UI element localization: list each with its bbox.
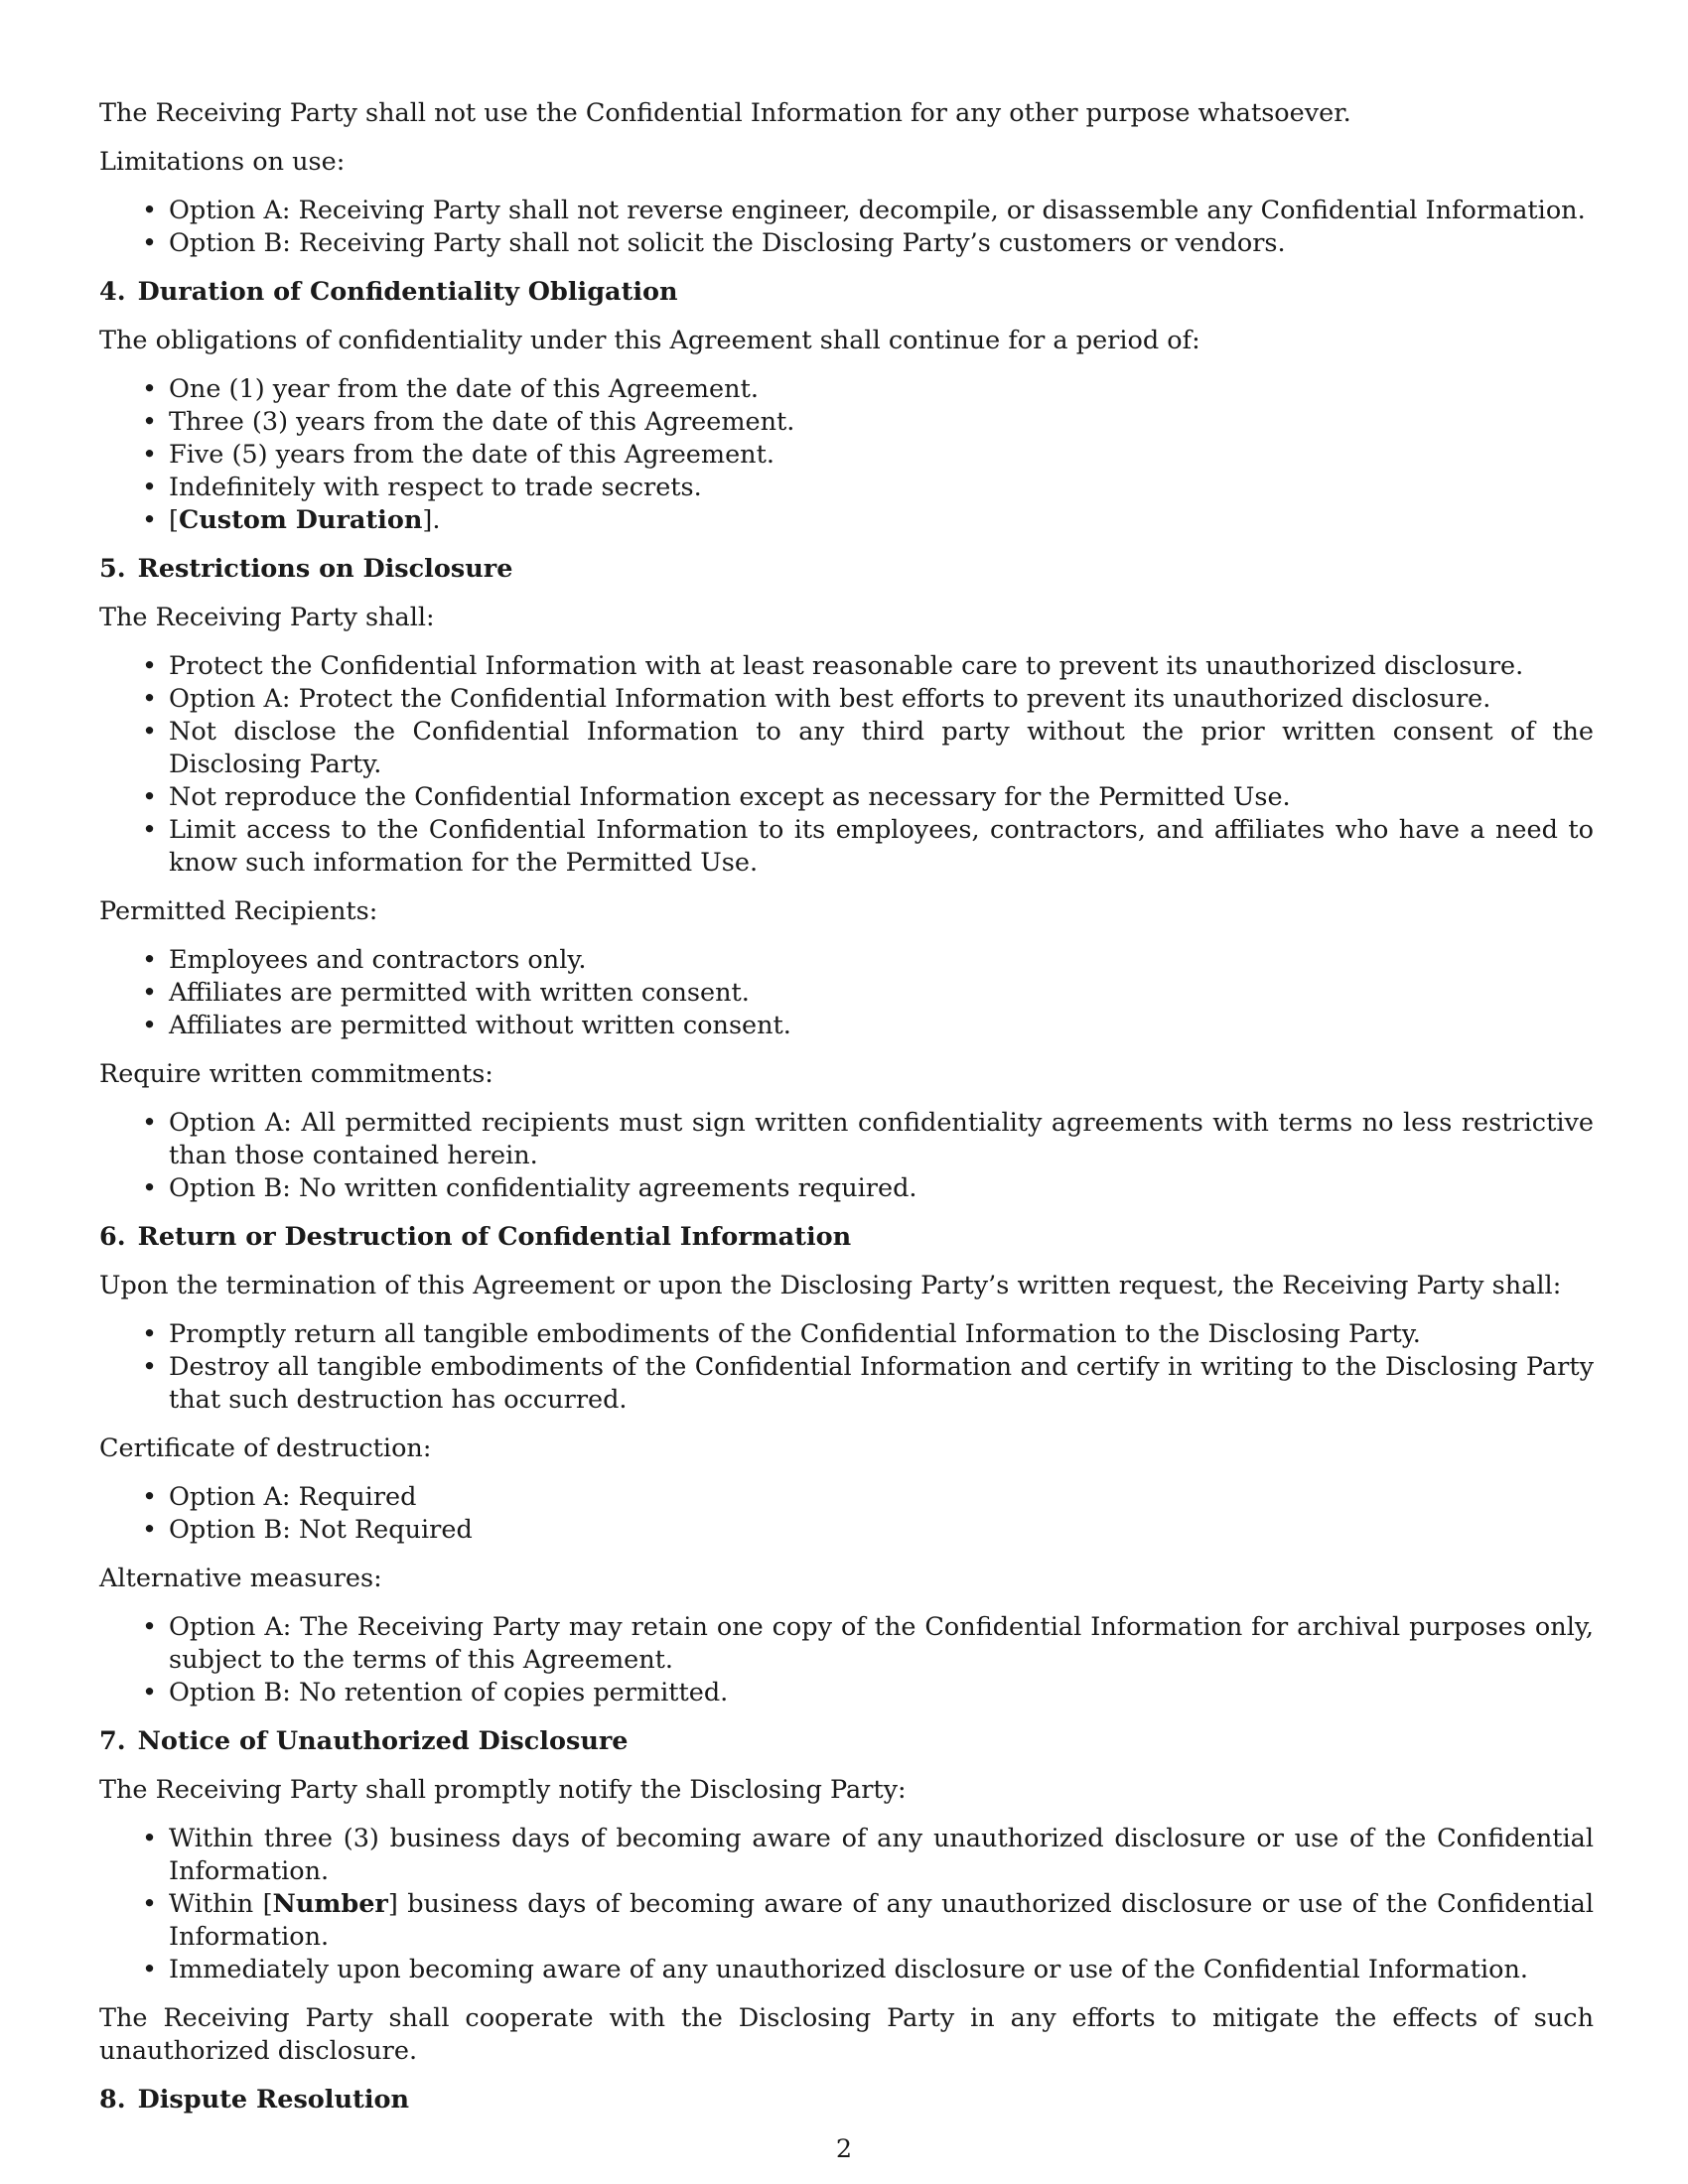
intro-paragraph: The Receiving Party shall not use the Confidential Information for any other purpose whatsoever. [99, 98, 1351, 128]
list-item: • Affiliates are permitted without written consent. [169, 1010, 1594, 1042]
list-item: • Option A: Receiving Party shall not reverse engineer, decompile, or disassemble any Confidential Information. [169, 195, 1594, 227]
list-item: • Not reproduce the Confidential Information except as necessary for the Permitted Use. [169, 781, 1594, 814]
recipients-label: Permitted Recipients: [99, 896, 378, 926]
section-number: 5. [99, 554, 126, 584]
list-item: • Option B: No retention of copies permitted. [169, 1677, 1594, 1709]
return-destruction-list [99, 1318, 1594, 1417]
section-title: Return or Destruction of Confidential Information [137, 1222, 852, 1252]
list-item: • Affiliates are permitted with written consent. [169, 977, 1594, 1010]
section-7-closing: The Receiving Party shall cooperate with the Disclosing Party in any efforts to mitigate the effects of such unauthorized disclosure. [99, 2003, 1594, 2066]
list-item-custom-duration: • [Custom Duration]. [169, 504, 1594, 537]
section-title: Dispute Resolution [137, 2085, 410, 2115]
section-heading-6 [99, 1221, 1594, 1254]
section-heading-7 [99, 1725, 1594, 1758]
list-item: • Three (3) years from the date of this Agreement. [169, 406, 1594, 439]
certificate-label: Certificate of destruction: [99, 1433, 432, 1463]
page-number: 2 [835, 2134, 853, 2164]
list-item: • Protect the Confidential Information with at least reasonable care to prevent its unauthorized disclosure. [169, 650, 1594, 683]
limitations-label: Limitations on use: [99, 147, 346, 177]
list-item: • Employees and contractors only. [169, 944, 1594, 977]
restrictions-list [99, 650, 1594, 880]
list-item: • Option B: Not Required [169, 1514, 1594, 1547]
section-heading-4 [99, 276, 1594, 309]
section-number: 8. [99, 2085, 126, 2115]
list-item-number-placeholder: • Within [Number] business days of becoming aware of any unauthorized disclosure or use of the Confidential Information. [169, 1888, 1594, 1954]
notice-list [99, 1823, 1594, 1986]
alternative-list [99, 1611, 1594, 1709]
number-placeholder: Number [272, 1889, 388, 1919]
section-number: 6. [99, 1222, 126, 1252]
list-item: • Option A: Protect the Confidential Information with best efforts to prevent its unauthorized disclosure. [169, 683, 1594, 716]
list-item: • Option B: No written confidentiality agreements required. [169, 1172, 1594, 1205]
document-page [99, 97, 1594, 2132]
section-title: Notice of Unauthorized Disclosure [137, 1726, 629, 1756]
list-item: • Indefinitely with respect to trade secrets. [169, 472, 1594, 504]
recipients-list [99, 944, 1594, 1042]
duration-options-list [99, 373, 1594, 537]
list-item: • Not disclose the Confidential Information to any third party without the prior written consent of the Disclosing Party. [169, 716, 1594, 781]
section-number: 7. [99, 1726, 126, 1756]
list-item: • Immediately upon becoming aware of any unauthorized disclosure or use of the Confidential Information. [169, 1954, 1594, 1986]
section-5-lead: The Receiving Party shall: [99, 603, 435, 632]
list-item: • Promptly return all tangible embodiments of the Confidential Information to the Disclosing Party. [169, 1318, 1594, 1351]
list-item: • Option A: All permitted recipients must sign written confidentiality agreements with terms no less restrictive than those contained herein. [169, 1107, 1594, 1172]
list-item: • Option B: Receiving Party shall not solicit the Disclosing Party’s customers or vendors. [169, 227, 1594, 260]
custom-duration-placeholder: Custom Duration [178, 505, 423, 535]
commitments-list [99, 1107, 1594, 1205]
list-item: • Limit access to the Confidential Information to its employees, contractors, and affiliates who have a need to know such information for the Permitted Use. [169, 814, 1594, 880]
section-heading-5 [99, 553, 1594, 586]
list-item: • Within three (3) business days of becoming aware of any unauthorized disclosure or use of the Confidential Information. [169, 1823, 1594, 1888]
list-item: • Five (5) years from the date of this Agreement. [169, 439, 1594, 472]
limitations-list [99, 195, 1594, 260]
list-item: • One (1) year from the date of this Agreement. [169, 373, 1594, 406]
section-4-lead: The obligations of confidentiality under this Agreement shall continue for a period of: [99, 326, 1200, 355]
alternative-label: Alternative measures: [99, 1564, 382, 1593]
section-number: 4. [99, 277, 126, 307]
section-heading-8 [99, 2084, 1594, 2116]
section-title: Restrictions on Disclosure [137, 554, 513, 584]
list-item: • Destroy all tangible embodiments of the Confidential Information and certify in writing to the Disclosing Party that such destruction has occurred. [169, 1351, 1594, 1417]
section-7-lead: The Receiving Party shall promptly notify the Disclosing Party: [99, 1775, 907, 1805]
certificate-list [99, 1481, 1594, 1547]
list-item: • Option A: The Receiving Party may retain one copy of the Confidential Information for archival purposes only, subject to the terms of this Agreement. [169, 1611, 1594, 1677]
section-title: Duration of Confidentiality Obligation [137, 277, 678, 307]
commitments-label: Require written commitments: [99, 1059, 493, 1089]
section-6-lead: Upon the termination of this Agreement or upon the Disclosing Party’s written request, the Receiving Party shall: [99, 1271, 1562, 1300]
list-item: • Option A: Required [169, 1481, 1594, 1514]
